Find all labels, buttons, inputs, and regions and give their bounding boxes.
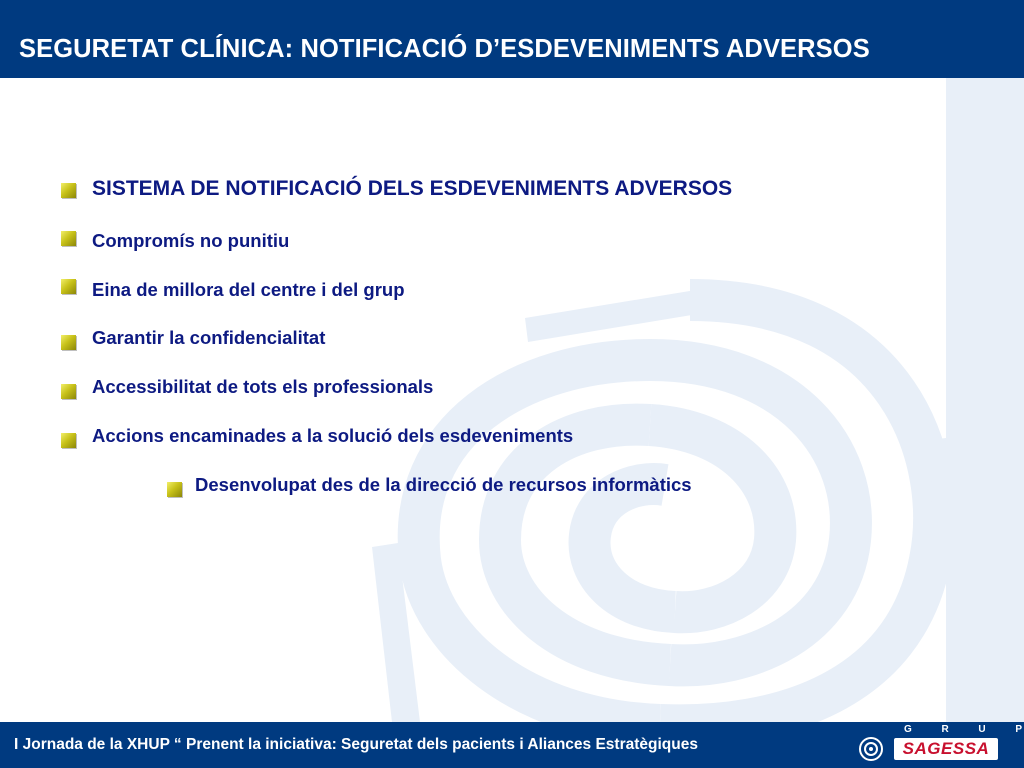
sub-bullet-item — [195, 474, 692, 496]
bullet-text: Accessibilitat de tots els professionals — [92, 376, 434, 397]
bullet-marker-icon — [61, 279, 76, 294]
footer-caption: I Jornada de la XHUP “ Prenent la iniciativa: Seguretat dels pacients i Aliances Estratègiques — [14, 736, 698, 753]
bullet-text: Accions encaminades a la solució dels esdeveniments — [92, 425, 574, 446]
bullet-text: Compromís no punitiu — [92, 230, 290, 251]
bullet-item — [92, 230, 289, 252]
logo-grup-letter: P — [1015, 724, 1022, 735]
bullet-marker-icon — [167, 482, 182, 497]
logo-grup-letter: U — [978, 724, 986, 735]
bullet-text: Eina de millora del centre i del grup — [92, 279, 405, 300]
bullet-item — [92, 327, 325, 349]
bullet-marker-icon — [61, 433, 76, 448]
logo-name: SAGESSA — [902, 739, 990, 758]
bullet-text: SISTEMA DE NOTIFICACIÓ DELS ESDEVENIMENTS ADVERSOS — [92, 177, 733, 200]
bullet-text: Desenvolupat des de la direcció de recursos informàtics — [195, 474, 692, 495]
sagessa-logo — [858, 722, 1024, 768]
logo-grup-letter: G — [904, 724, 912, 735]
bullet-marker-icon — [61, 335, 76, 350]
logo-grup-label — [904, 724, 1022, 735]
bullet-item — [92, 279, 405, 301]
slide-title: SEGURETAT CLÍNICA: NOTIFICACIÓ D’ESDEVENIMENTS ADVERSOS — [19, 35, 870, 63]
bullet-marker-icon — [61, 384, 76, 399]
bullet-marker-icon — [61, 231, 76, 246]
bullet-item — [92, 425, 573, 447]
bullet-item — [92, 177, 732, 201]
footer-bar — [0, 722, 1024, 768]
bullet-text: Garantir la confidencialitat — [92, 327, 326, 348]
bullet-marker-icon — [61, 183, 76, 198]
logo-emblem-icon — [858, 736, 884, 762]
bullet-item — [92, 376, 433, 398]
logo-grup-letter: R — [941, 724, 949, 735]
